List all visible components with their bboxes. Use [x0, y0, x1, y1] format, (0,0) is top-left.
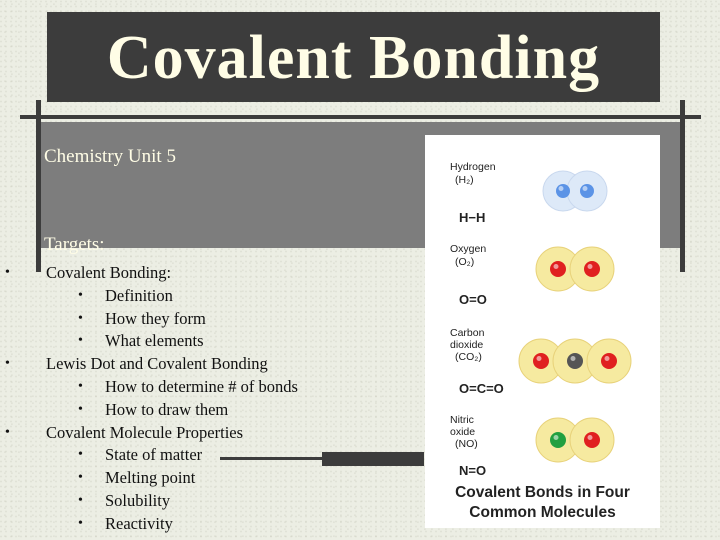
bullet-icon: •: [5, 356, 10, 372]
atom-highlight: [605, 356, 610, 361]
molecule-figure: [425, 135, 660, 528]
molecule-name: Hydrogen: [450, 161, 496, 173]
bullet-icon: •: [78, 492, 83, 508]
decorative-bar: [322, 452, 424, 466]
outline-item: [0, 262, 298, 285]
outline-subitem: [0, 490, 298, 513]
molecule-diagram: [425, 135, 660, 528]
structural-formula: N=O: [459, 463, 487, 478]
slide-title: Covalent Bonding: [106, 24, 601, 92]
bullet-icon: •: [78, 401, 83, 417]
figure-caption: Common Molecules: [469, 504, 616, 521]
bullet-icon: •: [78, 447, 83, 463]
structural-formula: H−H: [459, 210, 486, 225]
molecule-formula: (H₂): [455, 174, 474, 186]
outline-text: How to draw them: [105, 399, 229, 419]
outline-text: Lewis Dot and Covalent Bonding: [46, 354, 268, 374]
bullet-icon: •: [5, 424, 10, 440]
atom-highlight: [588, 264, 593, 269]
molecule-name: oxide: [450, 426, 476, 438]
structural-formula: O=O: [459, 292, 487, 307]
right-vertical-rule: [680, 100, 685, 272]
targets-heading: Targets:: [44, 234, 105, 255]
bullet-icon: •: [78, 287, 83, 303]
structural-formula: O=C=O: [459, 381, 504, 396]
outline-item: [0, 353, 298, 376]
outline-subitem: [0, 399, 298, 422]
molecule-formula: (O₂): [455, 256, 475, 268]
outline-subitem: [0, 444, 298, 467]
outline-subitem: [0, 467, 298, 490]
atom-nucleus: [556, 184, 570, 198]
outline-text: Melting point: [105, 468, 196, 488]
outline-text: Reactivity: [105, 513, 173, 533]
molecule-name: dioxide: [450, 339, 484, 351]
slide-subtitle: Chemistry Unit 5: [44, 146, 176, 167]
outline-subitem: [0, 308, 298, 331]
outline-text: Covalent Bonding:: [46, 263, 172, 282]
bullet-icon: •: [78, 470, 83, 486]
outline-text: How to determine # of bonds: [105, 376, 298, 396]
atom-nucleus: [584, 261, 600, 277]
atom-nucleus: [550, 432, 566, 448]
outline-text: State of matter: [105, 445, 203, 465]
bullet-icon: •: [78, 310, 83, 326]
bullet-icon: •: [5, 265, 10, 280]
atom-highlight: [571, 356, 576, 361]
outline-subitem: [0, 376, 298, 399]
atom-nucleus: [567, 353, 583, 369]
atom-highlight: [583, 186, 588, 191]
bullet-icon: •: [78, 333, 83, 349]
outline-text: Definition: [105, 285, 173, 305]
atom-highlight: [554, 264, 559, 269]
bullet-icon: •: [78, 378, 83, 394]
molecule-name: Oxygen: [450, 243, 487, 255]
outline-text: Covalent Molecule Properties: [46, 422, 244, 442]
atom-highlight: [537, 356, 542, 361]
atom-highlight: [588, 435, 593, 440]
horizontal-rule: [20, 115, 701, 119]
outline-text: How they form: [105, 308, 206, 328]
molecule-name: Carbon: [450, 327, 485, 339]
outline-text: What elements: [105, 331, 204, 351]
outline-subitem: [0, 330, 298, 353]
atom-nucleus: [601, 353, 617, 369]
atom-highlight: [554, 435, 559, 440]
molecule-formula: (CO₂): [455, 351, 482, 363]
bullet-icon: •: [78, 515, 83, 531]
outline-subitem: [0, 285, 298, 308]
atom-nucleus: [533, 353, 549, 369]
outline-subitem: [0, 513, 298, 536]
molecule-formula: (NO): [455, 438, 478, 450]
outline-item: [0, 422, 298, 445]
target-outline: [0, 262, 298, 536]
atom-nucleus: [580, 184, 594, 198]
figure-caption: Covalent Bonds in Four: [455, 484, 630, 501]
atom-nucleus: [550, 261, 566, 277]
atom-highlight: [559, 186, 564, 191]
molecule-name: Nitric: [450, 414, 474, 426]
outline-text: Solubility: [105, 490, 171, 510]
atom-nucleus: [584, 432, 600, 448]
